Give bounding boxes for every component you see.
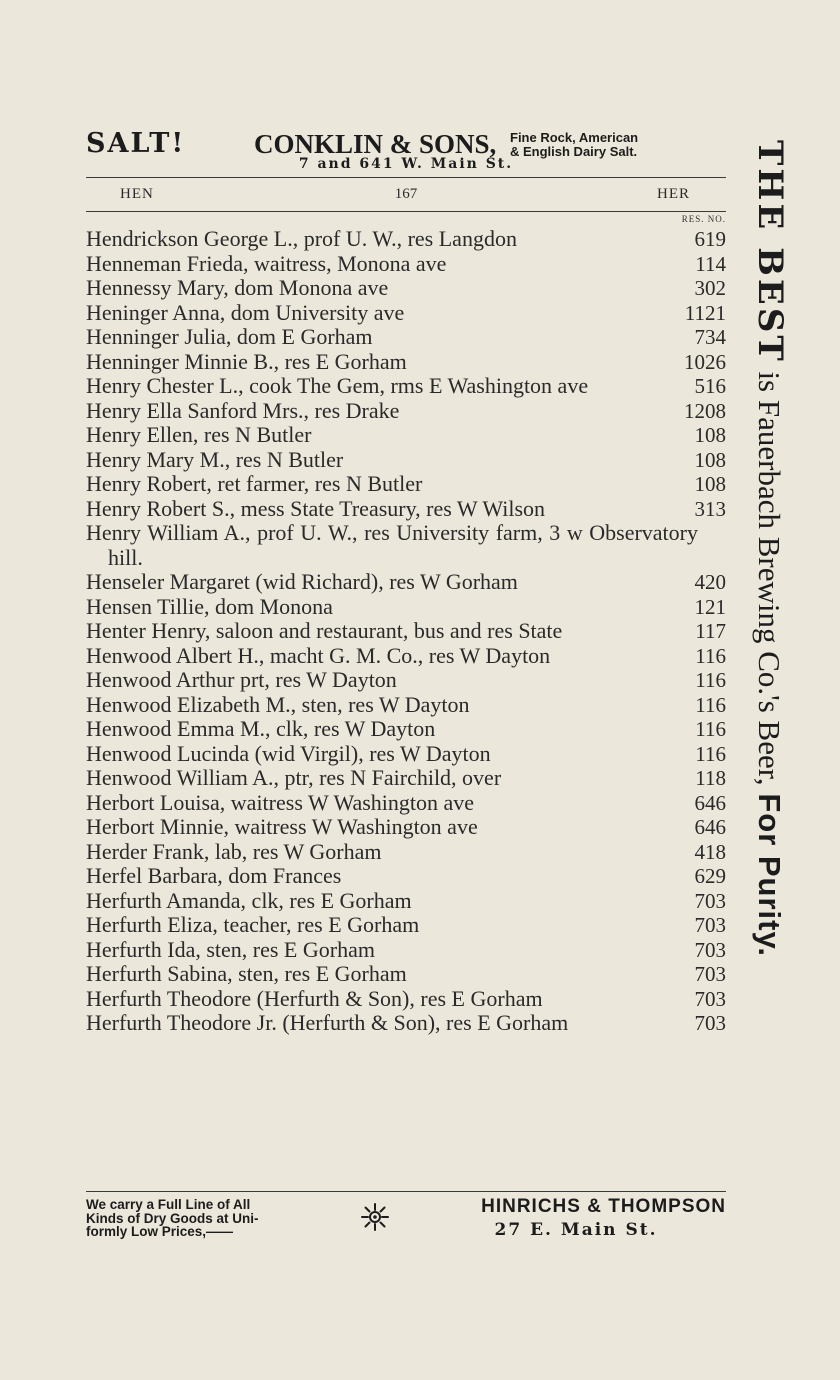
entry-res-no: 703 <box>694 1011 726 1035</box>
directory-entry <box>86 644 726 669</box>
entry-res-no: 313 <box>694 496 726 521</box>
directory-entry <box>86 815 726 840</box>
entry-text: Henry Chester L., cook The Gem, rms E Washington ave <box>86 373 589 398</box>
ad-dry-goods-text <box>86 1198 358 1239</box>
directory-entry <box>86 742 726 767</box>
side-slogan-best: THE BEST <box>750 140 790 364</box>
bottom-advertisement <box>86 1196 726 1246</box>
entry-res-no: 703 <box>694 913 726 937</box>
entry-res-no: 116 <box>695 668 726 692</box>
entry-res-no: 418 <box>694 839 726 864</box>
ornament-icon <box>360 1202 390 1232</box>
entry-text: Hendrickson George L., prof U. W., res Langdon <box>86 226 517 251</box>
directory-listing <box>86 227 726 1036</box>
directory-entry <box>86 766 726 791</box>
entry-text: Herfurth Ida, sten, res E Gorham <box>86 936 375 962</box>
directory-entry <box>86 840 726 865</box>
entry-text: Henwood Emma M., clk, res W Dayton <box>86 716 436 741</box>
entry-res-no: 734 <box>694 325 726 349</box>
entry-res-no: 646 <box>694 790 726 815</box>
ad-firm-name: CONKLIN & SONS, <box>254 129 497 159</box>
entry-res-no: 108 <box>694 447 726 472</box>
directory-entry <box>86 276 726 301</box>
entry-res-no: 116 <box>695 717 726 741</box>
entry-text: Henry Ella Sanford Mrs., res Drake <box>86 397 400 423</box>
running-head-right: HER <box>657 186 690 202</box>
entry-text: Herfel Barbara, dom Frances <box>86 863 342 888</box>
directory-entry <box>86 987 726 1012</box>
directory-entry <box>86 1011 726 1036</box>
ad-address: 7 and 641 W. Main St. <box>298 156 514 172</box>
header-rule <box>86 211 726 212</box>
directory-entry <box>86 227 726 252</box>
page-number: 167 <box>394 186 418 202</box>
directory-entry <box>86 864 726 889</box>
entry-text: Henry Robert, ret farmer, res N Butler <box>86 471 423 496</box>
entry-text: Herbort Minnie, waitress W Washington ave <box>86 814 478 839</box>
entry-text: Heninger Anna, dom University ave <box>86 299 405 325</box>
entry-res-no: 703 <box>694 937 726 962</box>
ad-salt-types <box>510 131 730 159</box>
ad-dry-goods-line1: We carry a Full Line of All <box>86 1197 251 1212</box>
entry-text: Herfurth Eliza, teacher, res E Gorham <box>86 912 420 937</box>
entry-text: Henry Robert S., mess State Treasury, res W Wilson <box>86 495 546 521</box>
entry-text: Henwood William A., ptr, res N Fairchild, over <box>86 765 502 790</box>
directory-entry <box>86 668 726 693</box>
entry-res-no: 703 <box>694 888 726 913</box>
entry-text: Henwood Albert H., macht G. M. Co., res W Dayton <box>86 642 551 668</box>
entry-res-no: 1026 <box>684 349 726 374</box>
entry-res-no: 116 <box>695 741 726 766</box>
directory-entry <box>86 497 726 522</box>
entry-res-no: 108 <box>694 423 726 447</box>
entry-res-no: 121 <box>694 594 726 619</box>
directory-entry <box>86 913 726 938</box>
entry-res-no: 420 <box>694 570 726 594</box>
ad-dry-goods-line2: Kinds of Dry Goods at Uni- <box>86 1210 259 1226</box>
entry-text: Henninger Minnie B., res E Gorham <box>86 348 407 374</box>
entry-text: Herfurth Amanda, clk, res E Gorham <box>86 887 412 913</box>
entry-text: Henwood Elizabeth M., sten, res W Dayton <box>86 691 470 717</box>
ad-dry-goods-line3: formly Low Prices,—— <box>86 1224 234 1239</box>
directory-entry <box>86 595 726 620</box>
directory-entry <box>86 619 726 644</box>
ad-hinrichs-firm: HINRICHS & THOMPSON <box>481 1196 726 1217</box>
entry-text: Henninger Julia, dom E Gorham <box>86 324 373 349</box>
entry-text: Henry Ellen, res N Butler <box>86 422 312 447</box>
directory-entry <box>86 717 726 742</box>
entry-text: Henneman Frieda, waitress, Monona ave <box>86 250 447 276</box>
entry-res-no: 629 <box>694 864 726 888</box>
running-head-left: HEN <box>120 186 154 202</box>
entry-res-no: 117 <box>695 619 726 643</box>
entry-res-no: 1208 <box>684 398 726 423</box>
entry-text: Hennessy Mary, dom Monona ave <box>86 275 389 300</box>
running-header <box>86 186 726 208</box>
directory-entry <box>86 325 726 350</box>
entry-res-no: 516 <box>694 374 726 398</box>
top-advertisement <box>86 128 726 174</box>
entry-res-no: 302 <box>694 276 726 300</box>
bottom-rule <box>86 1191 726 1192</box>
entry-text: Henwood Lucinda (wid Virgil), res W Dayton <box>86 740 491 766</box>
column-label-res-no: RES. NO. <box>681 214 726 224</box>
entry-text: Henry Mary M., res N Butler <box>86 446 344 472</box>
directory-entry <box>86 423 726 448</box>
entry-res-no: 108 <box>694 472 726 496</box>
entry-text: Herder Frank, lab, res W Gorham <box>86 838 382 864</box>
directory-entry <box>86 938 726 963</box>
directory-entry <box>86 472 726 497</box>
ad-salt-types-line2: & English Dairy Salt. <box>510 144 638 159</box>
directory-entry <box>86 399 726 424</box>
entry-text: Herfurth Theodore (Herfurth & Son), res E Gorham <box>86 985 543 1011</box>
ad-salt-types-line1: Fine Rock, American <box>510 130 639 145</box>
entry-text: Henter Henry, saloon and restaurant, bus and res State <box>86 618 563 643</box>
directory-entry <box>86 521 726 570</box>
entry-res-no: 116 <box>695 692 726 717</box>
entry-text: Hensen Tillie, dom Monona <box>86 593 333 619</box>
entry-text: Henry William A., prof U. W., res University farm, 3 w Observatory hill. <box>86 520 698 570</box>
directory-entry <box>86 374 726 399</box>
side-slogan <box>750 140 790 957</box>
entry-res-no: 703 <box>694 986 726 1011</box>
directory-entry <box>86 570 726 595</box>
top-rule <box>86 177 726 178</box>
entry-res-no: 118 <box>695 766 726 790</box>
directory-entry <box>86 350 726 375</box>
directory-entry <box>86 252 726 277</box>
directory-entry <box>86 791 726 816</box>
entry-res-no: 114 <box>695 251 726 276</box>
directory-entry <box>86 962 726 987</box>
ad-hinrichs-address: 27 E. Main St. <box>494 1220 658 1240</box>
entry-res-no: 703 <box>694 962 726 986</box>
entry-text: Herfurth Sabina, sten, res E Gorham <box>86 961 407 986</box>
directory-entry <box>86 448 726 473</box>
side-slogan-brewery: is Fauerbach Brewing Co.'s Beer, <box>752 363 787 794</box>
entry-text: Herbort Louisa, waitress W Washington ave <box>86 789 475 815</box>
ad-salt-heading: SALT! <box>86 128 186 159</box>
entry-text: Henseler Margaret (wid Richard), res W Gorham <box>86 569 518 594</box>
entry-res-no: 116 <box>695 643 726 668</box>
entry-text: Henwood Arthur prt, res W Dayton <box>86 667 397 692</box>
directory-entry <box>86 693 726 718</box>
directory-entry <box>86 889 726 914</box>
side-slogan-purity: For Purity. <box>752 793 787 958</box>
entry-res-no: 619 <box>694 227 726 251</box>
entry-res-no: 1121 <box>684 300 726 325</box>
entry-res-no: 646 <box>694 815 726 839</box>
entry-text: Herfurth Theodore Jr. (Herfurth & Son), res E Gorham <box>86 1010 569 1035</box>
directory-entry <box>86 301 726 326</box>
